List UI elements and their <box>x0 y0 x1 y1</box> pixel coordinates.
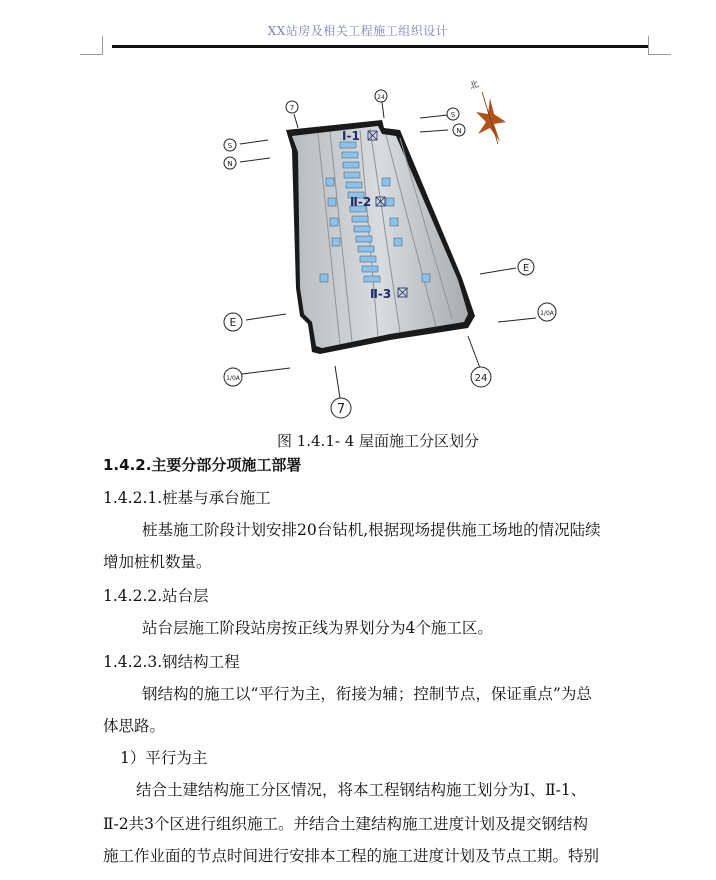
north-label: 北 <box>468 79 481 93</box>
paragraph-line: 体思路。 <box>103 717 166 735</box>
zone-label: Ⅱ-2 <box>350 195 372 209</box>
paragraph-line: 站台层施工阶段站房按正线为界划分为4个施工区。 <box>142 619 493 637</box>
axis-label-7-top: 7 <box>289 104 295 112</box>
subsection-title: 1.4.2.3.钢结构工程 <box>103 653 240 671</box>
north-arrow-icon <box>476 92 506 144</box>
axis-label-n-left: N <box>227 160 233 168</box>
list-item-title: 1）平行为主 <box>120 749 208 767</box>
paragraph-line: Ⅱ-2共3个区进行组织施工。并结合土建结构施工进度计划及提交钢结构 <box>103 815 588 833</box>
zone-label: Ⅱ-3 <box>370 287 392 301</box>
page-header-title: XX站房及相关工程施工组织设计 <box>267 24 449 38</box>
zone-label: Ⅰ-1 <box>342 129 360 143</box>
axis-label-s-right: S <box>450 111 456 119</box>
axis-label-24-top: 24 <box>377 94 385 101</box>
header-rule <box>112 45 648 48</box>
paragraph-line: 桩基施工阶段计划安排20台钻机,根据现场提供施工场地的情况陆续 <box>142 521 601 539</box>
paragraph-line: 钢结构的施工以“平行为主，衔接为辅；控制节点，保证重点”为总 <box>142 685 592 703</box>
section-heading: 1.4.2.主要分部分项施工部署 <box>103 456 302 474</box>
paragraph-line: 施工作业面的节点时间进行安排本工程的施工进度计划及节点工期。特别 <box>103 847 600 865</box>
axis-label-e-left: E <box>229 316 237 329</box>
paragraph-line: 增加桩机数量。 <box>103 553 212 571</box>
axis-label-e-right: E <box>522 263 530 274</box>
axis-label-1-0a-left: 1/0A <box>226 375 240 382</box>
figure-caption: 图 1.4.1- 4 屋面施工分区划分 <box>276 432 480 450</box>
axis-label-s-left: S <box>227 142 233 150</box>
subsection-title: 1.4.2.2.站台层 <box>103 587 209 605</box>
roof-zoning-diagram <box>200 78 560 430</box>
paragraph-line: 结合土建结构施工分区情况，将本工程钢结构施工划分为Ⅰ、Ⅱ-1、 <box>136 781 587 799</box>
axis-label-1-0a-right: 1/0A <box>540 310 554 317</box>
axis-label-7-bottom: 7 <box>336 402 346 417</box>
axis-label-24-bottom: 24 <box>474 373 488 384</box>
axis-label-n-right: N <box>456 127 462 135</box>
subsection-title: 1.4.2.1.桩基与承台施工 <box>103 489 271 507</box>
